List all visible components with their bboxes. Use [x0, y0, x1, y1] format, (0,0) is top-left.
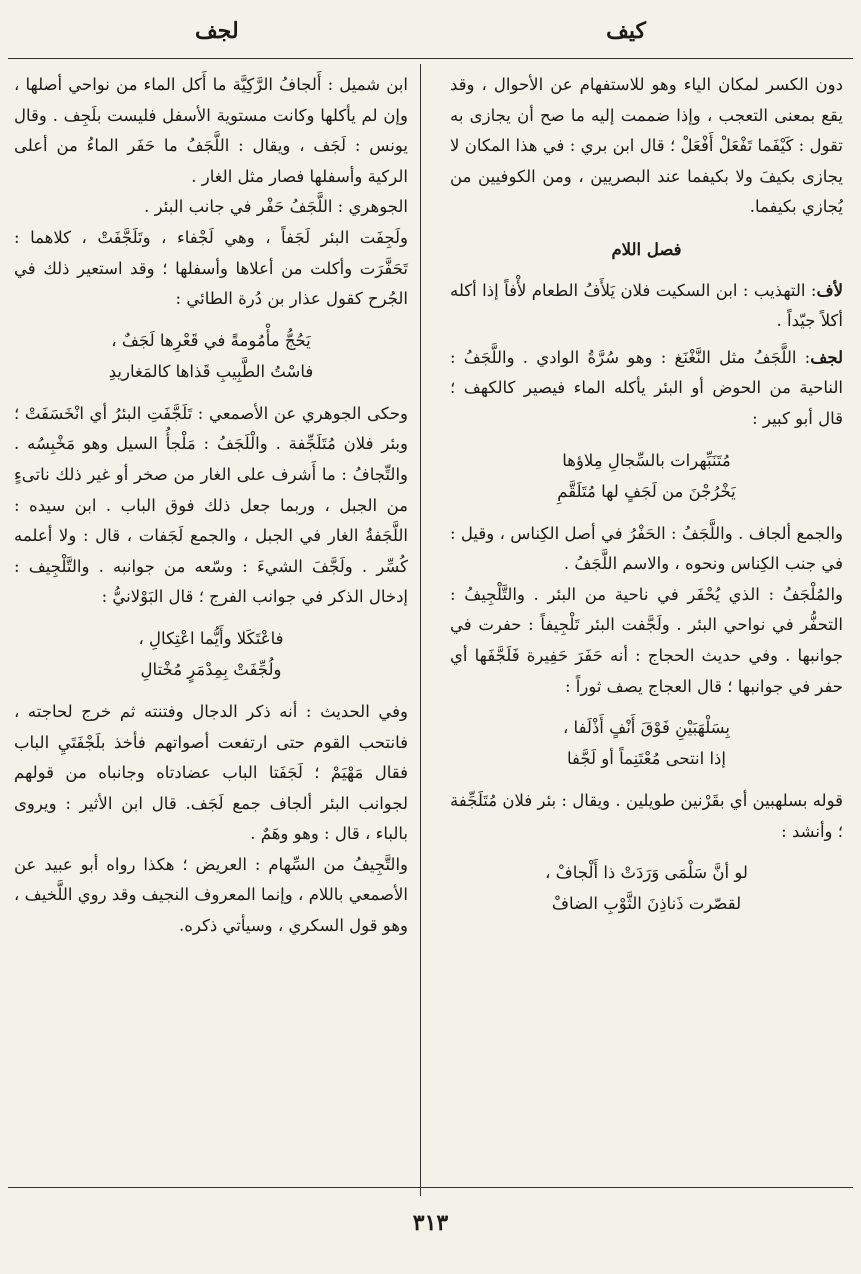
verse-line: لو أنَّ سَلْمَى وَرَدَتْ ذا أَلْجافْ ، [545, 863, 748, 883]
paragraph: وفي الحديث : أنه ذكر الدجال وفتنته ثم خرج لحاجته ، فانتحب القوم حتى ارتفعت أصواتهم فأخذ بلَجْفَتَيِ الباب فقال مَهْيَمْ ؛ لَجَفَتا الباب عضادتاه وجانباه من قولهم لجوانب البئر ألجاف جمع لَجَف. قال ابن الأثير : ويروى بالباء ، قال : وهو وهَمٌ . [14, 701, 408, 844]
right-column [450, 70, 843, 919]
paragraph: قوله بسلهبين أي بقَرْنين طويلين . ويقال : بئر فلان مُتَلَجِّفة ؛ وأنشد : [450, 791, 843, 841]
column-divider [420, 64, 421, 1196]
paragraph: والتَّجِيفُ من السِّهام : العريض ؛ هكذا رواه أبو عبيد عن الأصمعي باللام ، وإنما المعروف النجيف وقد روي اللَّخيف ، وهو قول السكري ، وسيأتي ذكره. [14, 854, 408, 936]
entry-headword: لأف [816, 280, 843, 300]
paragraph: ابن شميل : أَلجافُ الرَّكِيَّة ما أَكل الماء من نواحي أصلها ، وإن لم يأكلها وكانت مستوية الأسفل فليست بلَجِف . وقال يونس : لَجَف ، ويقال : اللَّجَفُ ما حَفَر الماءُ من أعلى الركية وأسفلها فصار مثل الغار . [14, 75, 408, 186]
paragraph: دون الكسر لمكان الياء وهو للاستفهام عن الأحوال ، وقد يقع بمعنى التعجب ، وإذا ضممت إليه ما صح أن يجازى به تقول : كَيْفَما تَفْعَلْ أَفْعَلْ ؛ قال ابن بري : في هذا المكان لا يجازى بكيفَ ولا بكيفما عند البصريين ، ومن الكوفيين من يُجازي بكيفما. [450, 75, 843, 217]
paragraph: وحكى الجوهري عن الأصمعي : تَلَجَّفَتِ البئرُ أي انْخَسَفَتْ ؛ وبئر فلان مُتَلَجِّفة . والْلَجَفُ : مَلْجأُ السيل وهو مَخْبِسُه . والتِّجافُ : ما أَشرف على الغار من صخر أو غير ذلك ناتىءٍ من الجبل ، وربما جعل ذلك فوق الباب . ابن سيده : اللَّجَفةُ الغار في الجبل ، والجمع لَجَفات ، قال : ولا أعلمه كُسِّر . ولَجَّفَ الشيءَ : وسّعه من جوانبه . والتَّلْجِيف : إدخال الذكر في جوانب الفرج ؛ قال البَوْلانيُّ : [14, 403, 408, 607]
header-rule [8, 58, 853, 59]
verse-line: فاعْتَكَلا وأَيُّما اعْتِكالِ ، [138, 628, 284, 648]
verse-line: بِسَلْهَبَيْنِ فَوْقَ أَنْفٍ أَذْلَفا ، [562, 718, 730, 738]
entry-lajaf [450, 343, 843, 435]
section-title: فصل اللام [611, 239, 682, 259]
verse-line: لقصّرت ذَناذِنَ الثَّوْبِ الضافْ [551, 894, 742, 914]
verse-line: إذا انتحى مُعْتَنِماً أو لَجَّفا [567, 749, 726, 769]
page-header [0, 12, 861, 52]
verse-line: فاسْتُ الطَّبِيبِ قَذاها كالمَغاريدِ [108, 361, 314, 381]
entry-laf [450, 276, 843, 337]
verse-line: يَحُجُّ مأْمُومةً في قَعْرِها لَجَفٌ ، [111, 330, 311, 350]
paragraph: والجمع ألجاف . واللَّجَفُ : الحَفْرُ في أصل الكِناس ، وقيل : في جنب الكِناس ونحوه ، والاسم اللَّجَفُ . [450, 523, 843, 574]
paragraph: ولَجِفَت البئر لَجَفاً ، وهي لَجْفاء ، وتَلَجَّفَتْ ، كلاهما : تَحَفَّرَت وأكلت من أعلاها وأسفلها ؛ وقد استعير ذلك في الجُرح كقول عذار بن دُرة الطائي : [14, 227, 408, 309]
entry-headword: لجف [810, 347, 843, 367]
page-number: ٣١٣ [412, 1210, 449, 1236]
footer-rule [8, 1187, 853, 1188]
header-right-word: كيف [606, 18, 646, 44]
left-column [14, 70, 408, 942]
verse-line: ولُجِّفَتْ بِمِدْمَرٍ مُخْتالِ [140, 659, 282, 679]
verse-line: يَخْرُجْنَ من لَجَفٍ لها مُتَلَقَّمِ [557, 481, 736, 501]
paragraph: والمُلْجَفُ : الذي يُحْفَر في ناحية من البئر . والتَّلْجِيفُ : التحفُّر في نواحي البئر . ولَجَّفت البئر تَلْجِيفاً : حفرت في جوانبها . وفي حديث الحجاج : أنه حَفَرَ حَفِيرة فَلَجَّفَها أي حفر في جوانبها ؛ قال العجاج يصف ثوراً : [450, 584, 843, 696]
verse-line: مُتَنَبِّهرات بالسِّجالِ مِلاؤها [562, 450, 731, 470]
header-left-word: لجف [195, 18, 239, 44]
entry-text: : اللَّجَفُ مثل النَّغْنَغ : وهو سُرَّةُ الوادي . واللَّجَفُ : الناحية من الحوض أو البئر يأكله الماء فيصير كالكهف ؛ قال أبو كبير : [450, 347, 843, 428]
paragraph: الجوهري : اللَّجَفُ حَفْر في جانب البئر . [144, 197, 408, 217]
entry-text: : التهذيب : ابن السكيت فلان يَلأَفُ الطعام لأْفاً إذا أكله أكلاً جيّداً . [450, 280, 843, 331]
